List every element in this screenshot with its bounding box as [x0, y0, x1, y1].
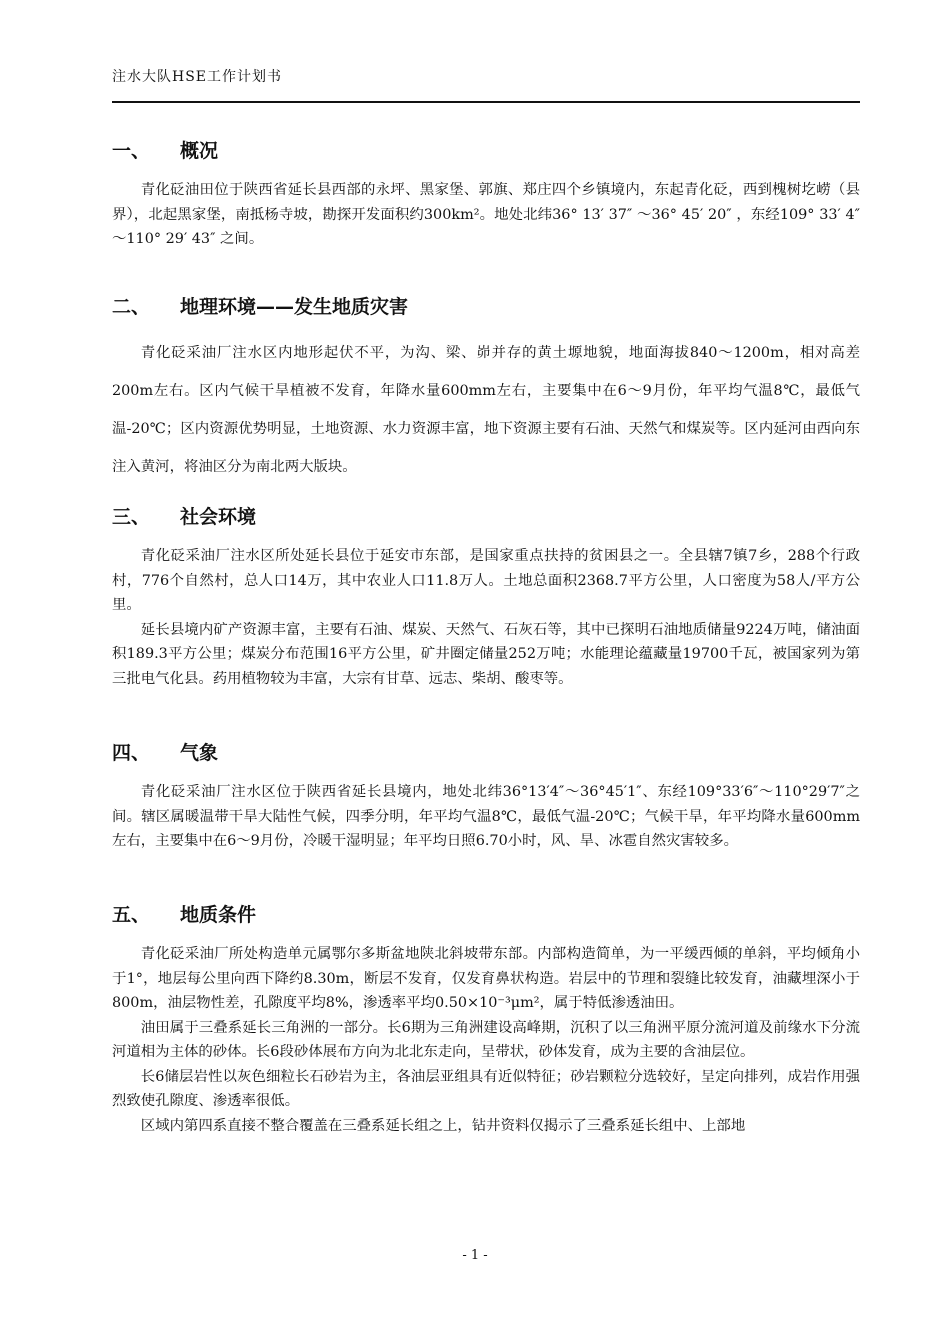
section-number: 二、: [112, 296, 151, 318]
paragraph: 青化砭采油厂注水区内地形起伏不平，为沟、梁、峁并存的黄土塬地貌，地面海拔840～1200m，相对高差200m左右。区内气候干旱植被不发育，年降水量600mm左右，主要集中在6～9月份，年平均气温8℃，最低气温-20℃；区内资源优势明显，土地资源、水力资源丰富，地下资源主要有石油、天然气和煤炭等。区内延河由西向东注入黄河，将油区分为南北两大版块。: [112, 345, 860, 475]
section-title: 气象: [180, 742, 219, 764]
section-title: 地质条件: [180, 904, 257, 926]
section-number: 四、: [112, 742, 151, 764]
section-overview: [112, 138, 860, 252]
paragraph: 青化砭油田位于陕西省延长县西部的永坪、黑家堡、郭旗、郑庄四个乡镇境内，东起青化砭，西到槐树圪崂（县界），北起黑家堡，南抵杨寺坡，勘探开发面积约300km²。地处北纬36° 13′ 37″ ～36° 45′ 20″ ，东经109° 33′ 4″ ～110° 29′ 43″ 之间。: [112, 182, 860, 247]
section-heading: [112, 138, 860, 164]
section-title: 概况: [180, 140, 219, 162]
header-rule: [112, 101, 860, 103]
section-title: 地理环境——发生地质灾害: [180, 296, 409, 318]
paragraph: 长6储层岩性以灰色细粒长石砂岩为主，各油层亚组具有近似特征；砂岩颗粒分选较好，呈定向排列，成岩作用强烈致使孔隙度、渗透率很低。: [112, 1068, 860, 1109]
section-title: 社会环境: [180, 506, 257, 528]
paragraph: 青化砭采油厂所处构造单元属鄂尔多斯盆地陕北斜坡带东部。内部构造简单，为一平缓西倾的单斜，平均倾角小于1°，地层每公里向西下降约8.30m，断层不发育，仅发育鼻状构造。岩层中的节理和裂缝比较发育，油藏埋深小于800m，油层物性差，孔隙度平均8%，渗透率平均0.50×10⁻³μm²，属于特低渗透油田。: [112, 946, 860, 1011]
section-number: 一、: [112, 140, 151, 162]
paragraph: 油田属于三叠系延长三角洲的一部分。长6期为三角洲建设高峰期，沉积了以三角洲平原分流河道及前缘水下分流河道相为主体的砂体。长6段砂体展布方向为北北东走向，呈带状，砂体发育，成为主要的含油层位。: [112, 1019, 860, 1060]
running-header: 注水大队HSE工作计划书: [112, 69, 283, 85]
paragraph: 区域内第四系直接不整合覆盖在三叠系延长组之上，钻井资料仅揭示了三叠系延长组中、上部地: [140, 1117, 746, 1134]
page-number: - 1 -: [462, 1248, 488, 1263]
section-society: [112, 504, 860, 691]
section-heading: [112, 294, 860, 320]
paragraph: 青化砭采油厂注水区所处延长县位于延安市东部，是国家重点扶持的贫困县之一。全县辖7镇7乡，288个行政村，776个自然村，总人口14万，其中农业人口11.8万人。土地总面积2368.7平方公里，人口密度为58人/平方公里。: [112, 548, 860, 613]
section-number: 五、: [112, 904, 151, 926]
section-number: 三、: [112, 506, 151, 528]
section-heading: [112, 902, 860, 928]
section-heading: [112, 504, 860, 530]
paragraph: 青化砭采油厂注水区位于陕西省延长县境内，地处北纬36°13′4″～36°45′1″、东经109°33′6″～110°29′7″之间。辖区属暖温带干旱大陆性气候，四季分明，年平均气温8℃，最低气温-20℃；气候干旱，年平均降水量600mm左右，主要集中在6～9月份，冷暖干湿明显；年平均日照6.70小时，风、旱、冰雹自然灾害较多。: [112, 784, 860, 849]
section-geography: [112, 294, 860, 486]
section-geology: [112, 902, 860, 1138]
section-heading: [112, 740, 860, 766]
section-climate: [112, 740, 860, 854]
paragraph: 延长县境内矿产资源丰富，主要有石油、煤炭、天然气、石灰石等，其中已探明石油地质储量9224万吨，储油面积189.3平方公里；煤炭分布范围16平方公里，矿井圈定储量252万吨；水能理论蕴藏量19700千瓦，被国家列为第三批电气化县。药用植物较为丰富，大宗有甘草、远志、柴胡、酸枣等。: [112, 621, 860, 687]
